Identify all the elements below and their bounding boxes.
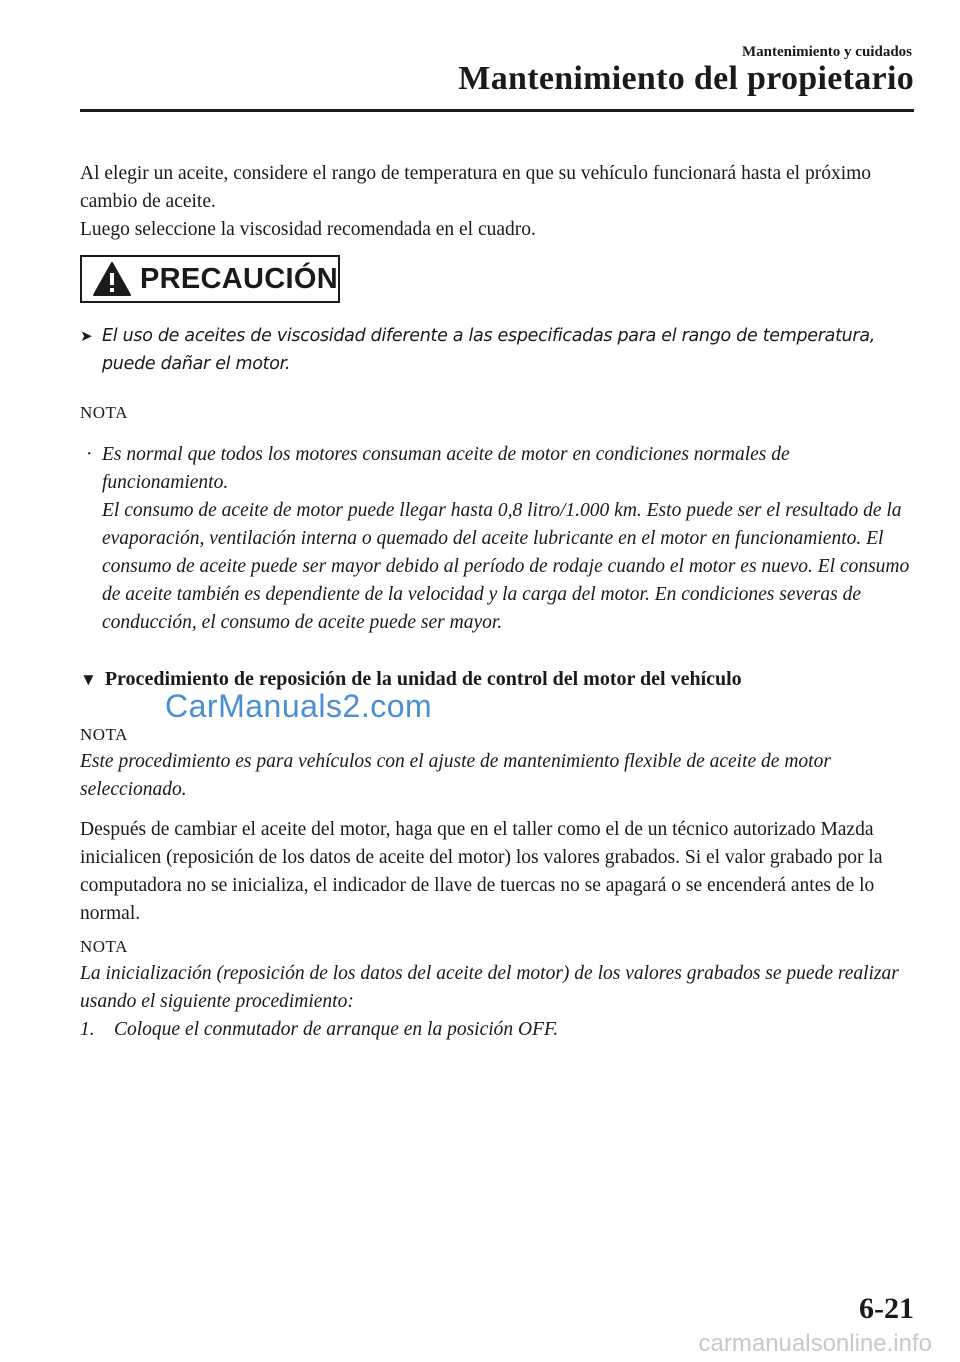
nota-label-1: NOTA [80, 403, 128, 422]
nota-2-text: Este procedimiento es para vehículos con el ajuste de mantenimiento flexible de aceite de motor seleccionado. [80, 751, 831, 800]
intro-paragraph-1: Al elegir un aceite, considere el rango de temperatura en que su vehículo funcionará hasta el próximo cambio de aceite. [80, 163, 872, 212]
step-text: Coloque el conmutador de arranque en la posición OFF. [114, 1019, 559, 1040]
caution-item [80, 322, 914, 378]
header-rule [80, 109, 914, 112]
page-title: Mantenimiento del propietario [458, 60, 914, 97]
step-number: 1. [80, 1019, 95, 1040]
section-label: Mantenimiento y cuidados [741, 44, 912, 60]
precaution-box [80, 255, 340, 303]
caution-text: El uso de aceites de viscosidad diferente a las especificadas para el rango de temperatura, puede dañar el motor. [102, 326, 876, 374]
section-heading-text: Procedimiento de reposición de la unidad de control del motor del vehículo [104, 668, 742, 690]
page-number: 6-21 [859, 1292, 914, 1325]
nota-3-text: La inicialización (reposición de los datos del aceite del motor) de los valores grabados se puede realizar usando el siguiente procedimiento: [80, 963, 899, 1012]
bullet-dot-icon: · [86, 444, 93, 465]
body-paragraph: Después de cambiar el aceite del motor, haga que en el taller como el de un técnico autorizado Mazda inicialicen (reposición de los datos de aceite del motor) los valores grabados. Si el valor grabado por la computadora no se inicializa, el indicador de llave de tuercas no se apagará o se encenderá antes de lo normal. [80, 819, 883, 924]
nota-bullet-line-2: El consumo de aceite de motor puede llegar hasta 0,8 litro/1.000 km. Esto puede ser el resultado de la evaporación, ventilación interna o quemado del aceite lubricante en el motor en funcionamiento. El consumo de aceite puede ser mayor debido al período de rodaje cuando el motor es nuevo. El consumo de aceite también es dependiente de la velocidad y la carga del motor. En condiciones severas de conducción, el consumo de aceite puede ser mayor. [102, 500, 910, 633]
watermark-logo: CarManuals2.com [165, 688, 433, 724]
list-item-step-1 [80, 1016, 914, 1044]
nota-label-3: NOTA [80, 937, 128, 956]
footer-watermark: carmanualsonline.info [698, 1330, 932, 1357]
precaution-label: PRECAUCIÓN [140, 262, 338, 295]
nota-label-2: NOTA [80, 725, 128, 744]
nota-bullet-line-1: Es normal que todos los motores consuman aceite de motor en condiciones normales de funcionamiento. [102, 444, 790, 493]
nota-bullet-item [80, 441, 914, 637]
warning-triangle-icon [92, 261, 132, 297]
intro-paragraph-2: Luego seleccione la viscosidad recomendada en el cuadro. [80, 219, 536, 240]
arrow-bullet-icon: ➤ [80, 327, 93, 345]
triangle-down-icon: ▼ [80, 670, 97, 689]
